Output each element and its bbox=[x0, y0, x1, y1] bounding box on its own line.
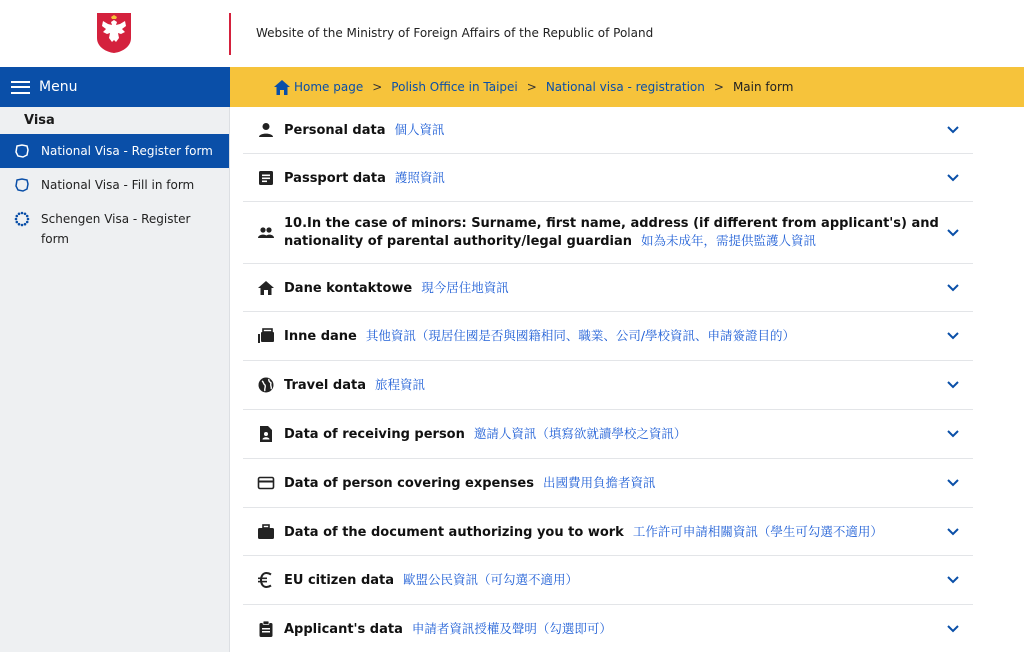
section-passport-data[interactable] bbox=[243, 154, 973, 202]
section-eu-citizen[interactable] bbox=[243, 556, 973, 605]
chevron-down-icon[interactable] bbox=[947, 430, 959, 438]
chevron-down-icon[interactable] bbox=[947, 576, 959, 584]
section-title: 10.In the case of minors: Surname, first name, address (if different from applicant's) and nationality of parental authority/legal guardian bbox=[284, 216, 939, 249]
chevron-down-icon[interactable] bbox=[947, 126, 959, 134]
hamburger-icon bbox=[11, 81, 30, 94]
sidebar bbox=[0, 107, 230, 652]
section-title: Data of receiving person bbox=[284, 427, 465, 442]
site-header bbox=[0, 0, 1024, 67]
section-title: Personal data bbox=[284, 123, 386, 138]
section-subtitle: 申請者資訊授權及聲明（勾選即可） bbox=[411, 621, 612, 636]
credit-card-icon bbox=[257, 474, 275, 492]
chevron-down-icon[interactable] bbox=[947, 332, 959, 340]
sidebar-item-label: National Visa - Register form bbox=[41, 144, 213, 158]
menu-label: Menu bbox=[39, 79, 78, 95]
section-title: Dane kontaktowe bbox=[284, 280, 413, 296]
sidebar-item-label: Schengen Visa - Register form bbox=[41, 212, 191, 246]
chevron-down-icon[interactable] bbox=[947, 528, 959, 536]
section-subtitle: 如為未成年，需提供監護人資訊 bbox=[641, 233, 817, 248]
globe-icon bbox=[257, 376, 275, 394]
chevron-down-icon[interactable] bbox=[947, 479, 959, 487]
section-personal-data[interactable] bbox=[243, 107, 973, 154]
section-subtitle: 個人資訊 bbox=[394, 122, 445, 137]
breadcrumb bbox=[230, 67, 1024, 107]
polish-emblem-icon[interactable] bbox=[96, 12, 132, 54]
breadcrumb-separator: > bbox=[526, 80, 537, 94]
breadcrumb-current: Main form bbox=[732, 80, 794, 94]
home-icon[interactable] bbox=[274, 80, 290, 95]
chevron-down-icon[interactable] bbox=[947, 381, 959, 389]
section-subtitle: 護照資訊 bbox=[394, 169, 445, 185]
poland-map-icon bbox=[14, 177, 30, 193]
section-title: Data of person covering expenses bbox=[284, 476, 534, 491]
clipboard-icon bbox=[257, 620, 275, 638]
breadcrumb-home-link[interactable]: Home page bbox=[294, 80, 364, 94]
chevron-down-icon[interactable] bbox=[947, 625, 959, 633]
chevron-down-icon[interactable] bbox=[947, 284, 959, 292]
section-title: Travel data bbox=[284, 378, 366, 393]
section-other-data[interactable] bbox=[243, 312, 973, 361]
group-icon bbox=[257, 224, 275, 242]
poland-map-icon bbox=[14, 143, 30, 159]
header-divider bbox=[229, 13, 231, 55]
section-work-authorization[interactable] bbox=[243, 508, 973, 556]
section-subtitle: 出國費用負擔者資訊 bbox=[542, 475, 656, 490]
section-applicant-data[interactable] bbox=[243, 605, 973, 652]
section-subtitle: 現今居住地資訊 bbox=[421, 279, 509, 295]
chevron-down-icon[interactable] bbox=[947, 229, 959, 237]
chevron-down-icon[interactable] bbox=[947, 174, 959, 182]
breadcrumb-office-link[interactable]: Polish Office in Taipei bbox=[391, 80, 518, 94]
section-travel-data[interactable] bbox=[243, 361, 973, 410]
sidebar-item-label: National Visa - Fill in form bbox=[41, 178, 195, 192]
section-subtitle: 旅程資訊 bbox=[374, 377, 425, 392]
section-contact-data[interactable] bbox=[243, 264, 973, 312]
form-sections-list bbox=[243, 107, 973, 652]
contact-card-icon bbox=[257, 425, 275, 443]
section-subtitle: 其他資訊（現居住國是否與國籍相同、職業、公司/學校資訊、申請簽證目的） bbox=[365, 328, 796, 343]
breadcrumb-visa-link[interactable]: National visa - registration bbox=[545, 80, 705, 94]
briefcase-icon bbox=[257, 327, 275, 345]
person-icon bbox=[257, 121, 275, 139]
section-minors-guardian[interactable] bbox=[243, 202, 973, 264]
menu-toggle-button[interactable] bbox=[0, 67, 230, 107]
section-subtitle: 工作許可申請相關資訊（學生可勾選不適用） bbox=[632, 523, 883, 539]
euro-icon bbox=[257, 571, 275, 589]
section-subtitle: 歐盟公民資訊（可勾選不適用） bbox=[403, 572, 579, 587]
section-expenses-person[interactable] bbox=[243, 459, 973, 508]
breadcrumb-separator: > bbox=[372, 80, 383, 94]
home-icon bbox=[257, 279, 275, 297]
sidebar-section-visa: Visa bbox=[24, 113, 55, 128]
section-title: Passport data bbox=[284, 170, 386, 186]
section-receiving-person[interactable] bbox=[243, 410, 973, 459]
section-subtitle: 邀請人資訊（填寫欲就讀學校之資訊） bbox=[473, 426, 687, 441]
section-title: Applicant's data bbox=[284, 622, 403, 637]
document-icon bbox=[257, 169, 275, 187]
work-icon bbox=[257, 523, 275, 541]
sidebar-item-national-visa-fill[interactable] bbox=[0, 168, 229, 202]
section-title: EU citizen data bbox=[284, 573, 395, 588]
section-title: Inne dane bbox=[284, 329, 357, 344]
sidebar-item-national-visa-register[interactable] bbox=[0, 134, 229, 168]
site-title: Website of the Ministry of Foreign Affairs of the Republic of Poland bbox=[256, 26, 654, 40]
breadcrumb-separator: > bbox=[713, 80, 724, 94]
sidebar-item-schengen-visa-register[interactable] bbox=[0, 202, 229, 249]
section-title: Data of the document authorizing you to work bbox=[284, 524, 624, 540]
